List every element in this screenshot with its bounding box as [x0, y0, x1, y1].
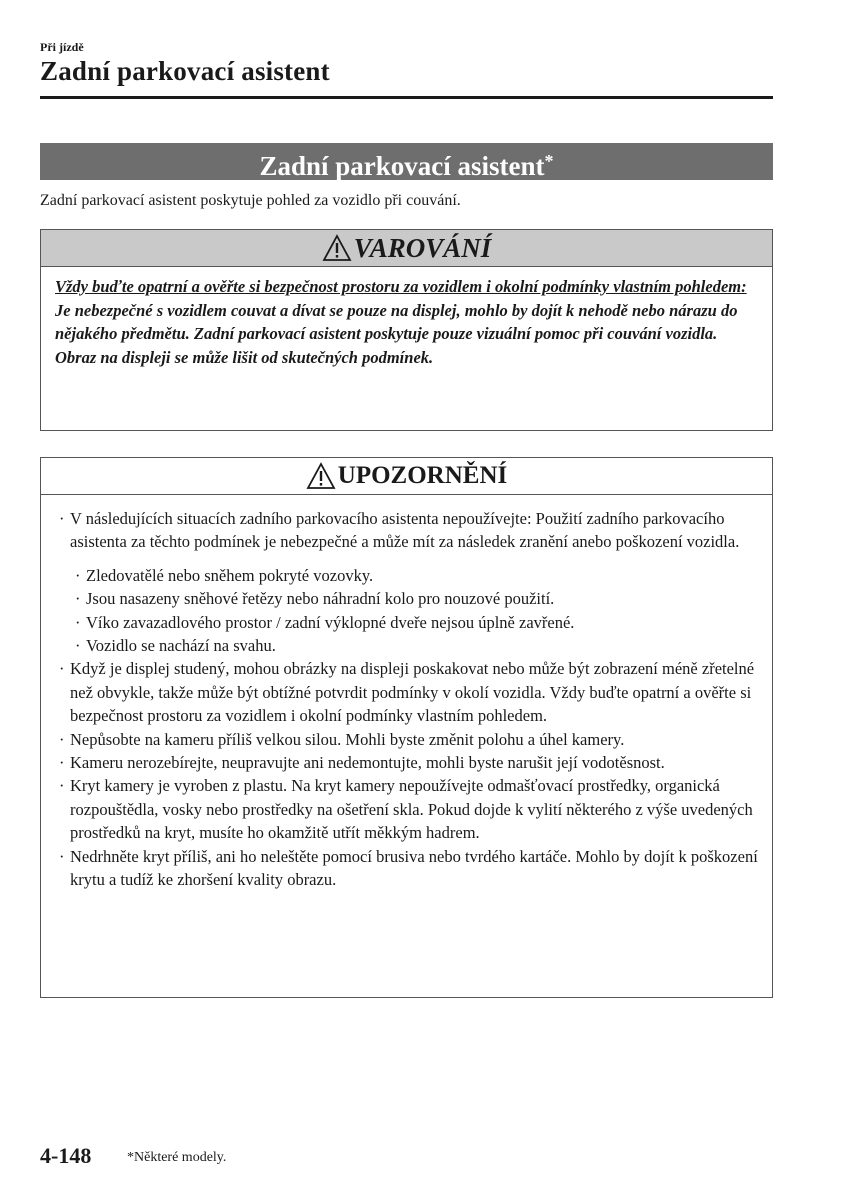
bullet: ·: [75, 612, 81, 632]
caution-item-text: Když je displej studený, mohou obrázky na displeji poskakovat nebo může být zobrazení méně zřetelné než obvykle, takže může být obtížné potvrdit podmínky v okolí vozidla. Vždy buďte opatrní a ověřte si bezpečnost prostoru za vozidlem i okolní podmínky vlastním pohledem.: [70, 659, 755, 726]
list-item: [59, 728, 760, 751]
caution-item-text: Kameru nerozebírejte, neupravujte ani nedemontujte, mohli byste narušit její vodotěsnost.: [70, 753, 665, 773]
banner-title: Zadní parkovací asistent: [259, 151, 545, 181]
section-banner: [40, 143, 773, 180]
list-item: [59, 507, 760, 554]
intro-text: Zadní parkovací asistent poskytuje pohled za vozidlo při couvání.: [40, 192, 461, 209]
bullet: ·: [59, 776, 65, 796]
bullet: ·: [59, 729, 65, 749]
sub-list-item: [75, 564, 760, 587]
warning-text: Je nebezpečné s vozidlem couvat a dívat se pouze na displej, mohlo by dojít k nehodě nebo nárazu do nějakého předmětu. Zadní parkovací asistent poskytuje pouze vizuální pomoc při couvání vozidla. Obraz na displeji se může lišit od skutečných podmínek.: [55, 300, 738, 367]
sub-list-item: [75, 587, 760, 610]
bullet: ·: [75, 565, 81, 585]
warning-triangle-icon: [322, 234, 352, 262]
warning-box: [40, 229, 773, 431]
banner-footnote-marker: *: [544, 151, 554, 171]
sub-item-text: Jsou nasazeny sněhové řetězy nebo náhradní kolo pro nouzové použití.: [86, 589, 555, 609]
caution-header: [41, 458, 772, 495]
bullet: ·: [59, 509, 65, 528]
page-title: Zadní parkovací asistent: [40, 56, 330, 86]
sub-list-item: [75, 611, 760, 634]
bullet: ·: [59, 753, 65, 773]
caution-title: UPOZORNĚNÍ: [337, 462, 508, 489]
caution-item-text: Nedrhněte kryt příliš, ani ho neleštěte pomocí brusiva nebo tvrdého kartáče. Mohlo by dojít k poškození krytu a tudíž ke zhoršení kvality obrazu.: [70, 846, 758, 890]
warning-header: [41, 230, 772, 267]
caution-item-text: Nepůsobte na kameru příliš velkou silou. Mohli byste změnit polohu a úhel kamery.: [70, 729, 625, 749]
sub-list: [75, 564, 760, 658]
warning-title: VAROVÁNÍ: [353, 232, 492, 263]
title-divider: [40, 96, 773, 99]
list-item: [59, 751, 760, 774]
bullet: ·: [59, 659, 65, 679]
bullet: ·: [59, 846, 65, 866]
list-item: [59, 657, 760, 727]
section-label: Při jízdě: [40, 40, 84, 54]
sub-list-item: [75, 634, 760, 657]
sub-item-text: Zledovatělé nebo sněhem pokryté vozovky.: [86, 565, 374, 585]
caution-body: [41, 495, 772, 892]
page-number: 4-148: [40, 1143, 92, 1168]
caution-item-text: Kryt kamery je vyroben z plastu. Na kryt kamery nepoužívejte odmašťovací prostředky, organická rozpouštědla, vosky nebo prostředky na ošetření skla. Pokud dojde k vylití některého z výše uvedených prostředků na kryt, musíte ho okamžitě utřít měkkým hadrem.: [70, 776, 753, 843]
sub-item-text: Vozidlo se nachází na svahu.: [86, 636, 276, 656]
caution-box: [40, 457, 773, 998]
bullet: ·: [75, 589, 81, 609]
sub-item-text: Víko zavazadlového prostor / zadní výklopné dveře nejsou úplně zavřené.: [86, 612, 575, 632]
caution-item-text: V následujících situacích zadního parkovacího asistenta nepoužívejte: Použití zadního parkovacího asistenta za těchto podmínek je nebezpečné a může mít za následek zranění anebo poškození vozidla.: [70, 509, 740, 552]
footnote: *Některé modely.: [127, 1150, 227, 1165]
warning-body: [41, 267, 772, 369]
warning-triangle-icon: [306, 462, 336, 490]
list-item: [59, 774, 760, 844]
bullet: ·: [75, 636, 81, 656]
warning-lead: Vždy buďte opatrní a ověřte si bezpečnost prostoru za vozidlem i okolní podmínky vlastním pohledem:: [55, 277, 747, 296]
list-item: [59, 845, 760, 892]
